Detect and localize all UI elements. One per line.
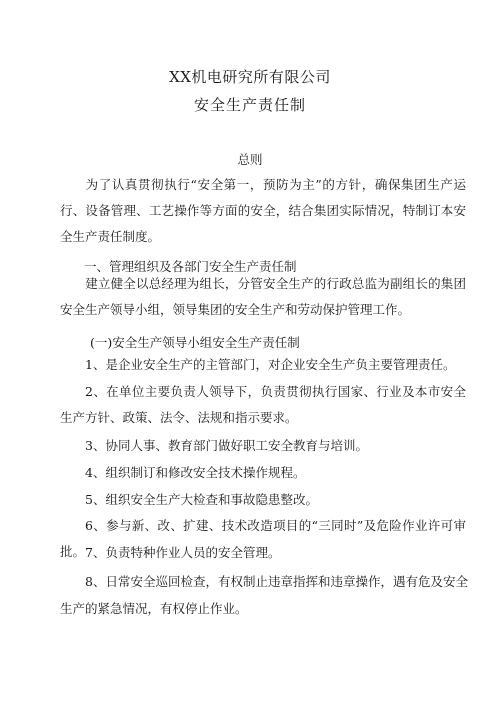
list-item — [60, 460, 466, 486]
item8-line1: 8、日常安全巡回检查，有权制止违章指挥和违章操作，遇有危及安全 — [85, 574, 468, 589]
section1-paragraph-text: 建立健全以总经理为组长，分管安全生产的行政总监为副组长的集团安全生产领导小组，领导集团的安全生产和劳动保护管理工作。 — [60, 276, 466, 317]
list-item — [60, 540, 466, 566]
list-item-text: 1、是企业安全生产的主管部门，对企业安全生产负主要管理责任。 — [85, 357, 456, 372]
list-item — [60, 352, 466, 378]
subsection1-heading: (一)安全生产领导小组安全生产责任制 — [90, 335, 300, 350]
document-title: 安全生产责任制 — [193, 96, 306, 114]
list-item-text: 6、参与新、改、扩建、技术改造项目的“三同时”及危险作业许可审批。 — [60, 518, 466, 559]
section1-heading: 一、管理组织及各部门安全生产责任制 — [84, 259, 297, 274]
general-paragraph — [60, 172, 466, 250]
list-item — [60, 433, 466, 459]
list-item-text: 7、负责特种作业人员的安全管理。 — [85, 545, 281, 560]
list-item-text: 5、组织安全生产大检查和事故隐患整改。 — [85, 492, 318, 507]
general-paragraph-text: 为了认真贯彻执行“安全第一，预防为主”的方针，确保集团生产运行、设备管理、工艺操作等方面的安全，结合集团实际情况，特制订本安全生产责任制度。 — [60, 177, 466, 244]
list-item-text: 4、组织制订和修改安全技术操作规程。 — [85, 465, 306, 480]
item8-line2: 生产的紧急情况，有权停止作业。 — [60, 601, 248, 616]
general-heading: 总则 — [237, 152, 263, 167]
section1-paragraph — [60, 271, 466, 323]
list-item — [60, 487, 466, 513]
list-item-text: 2、在单位主要负责人领导下，负责贯彻执行国家、行业及本市安全生产方针、政策、法令、法规和指示要求。 — [60, 384, 466, 425]
list-item-text: 3、协同人事、教育部门做好职工安全教育与培训。 — [85, 438, 368, 453]
company-title: XX机电研究所有限公司 — [169, 68, 331, 86]
list-item — [60, 379, 466, 431]
